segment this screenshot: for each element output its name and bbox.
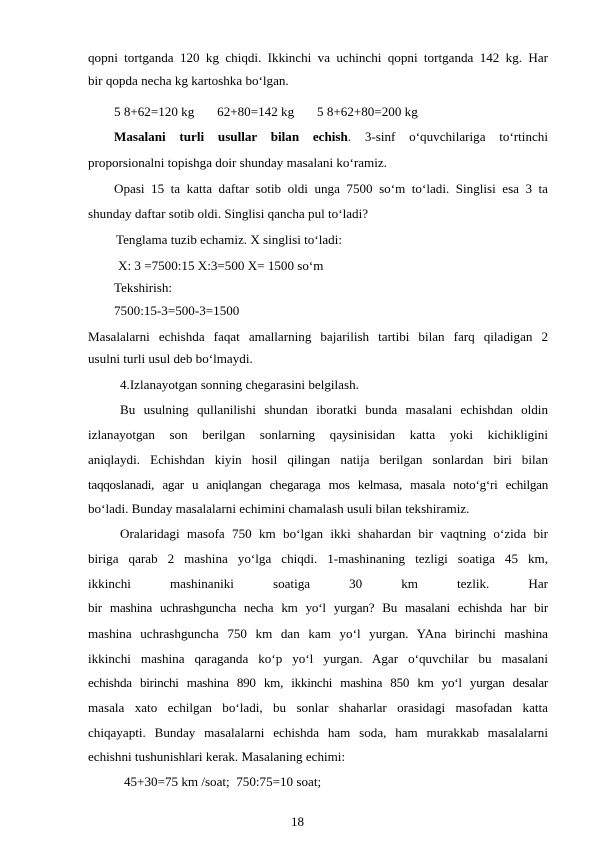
text-line-28: chiqayapti. Bunday masalalarni echishda ham soda, ham murakkab masalalarni bbox=[88, 725, 548, 740]
text-line-9: X: 3 =7500:15 X:3=500 X= 1500 so‘m bbox=[118, 258, 324, 273]
text-line-13: usulni turli usul deb bo‘lmaydi. bbox=[88, 351, 253, 366]
text-line-5: proporsionalni topishga doir shunday masalani ko‘ramiz. bbox=[88, 155, 387, 170]
text-line-8: Tenglama tuzib echamiz. X singlisi to‘ladi: bbox=[116, 232, 342, 247]
section-heading: Masalani turli usullar bilan echish bbox=[114, 129, 348, 144]
text-line-6: Opasi 15 ta katta daftar sotib oldi unga 7500 so‘m to‘ladi. Singlisi esa 3 ta bbox=[114, 181, 548, 196]
heading-line bbox=[114, 129, 548, 145]
text-line-2: bir qopda necha kg kartoshka bo‘lgan. bbox=[88, 73, 289, 88]
text-line-15: Bu usulning qullanilishi shundan iboratki bunda masalani echishdan oldin bbox=[120, 402, 548, 417]
page-number: 18 bbox=[291, 814, 304, 829]
text-line-24: mashina uchrashguncha 750 km dan kam yo‘l yurgan. YAna birinchi mashina bbox=[88, 626, 548, 641]
heading-dot: . bbox=[347, 129, 352, 144]
text-line-3: 5 8+62=120 kg 62+80=142 kg 5 8+62+80=200 kg bbox=[114, 104, 418, 119]
text-line-30: 45+30=75 km /soat; 750:75=10 soat; bbox=[124, 774, 322, 789]
text-line-25: ikkinchi mashina qaraganda ko‘p yo‘l yurgan. Agar o‘quvchilar bu masalani bbox=[88, 651, 548, 666]
text-line-21: biriga qarab 2 mashina yo‘lga chiqdi. 1-mashinaning tezligi soatiga 45 km, bbox=[88, 551, 548, 566]
text-line-22: ikkinchi mashinaniki soatiga 30 km tezlik. Har bbox=[88, 576, 548, 591]
text-line-20: Oralaridagi masofa 750 km bo‘lgan ikki shahardan bir vaqtning o‘zida bir bbox=[120, 526, 548, 541]
heading-continuation: 3-sinf o‘quvchilariga to‘rtinchi bbox=[364, 129, 548, 144]
text-line-11: 7500:15-3=500-3=1500 bbox=[114, 303, 240, 318]
text-line-17: aniqlaydi. Echishdan kiyin hosil qilingan natija berilgan sonlardan biri bilan bbox=[88, 452, 548, 467]
text-line-18: taqqoslanadi, agar u aniqlangan chegaraga mos kelmasa, masala noto‘g‘ri echilgan bbox=[88, 477, 548, 492]
text-line-23: bir mashina uchrashguncha necha km yo‘l yurgan? Bu masalani echishda har bir bbox=[88, 600, 548, 615]
text-line-16: izlanayotgan son berilgan sonlarning qaysinisidan katta yoki kichikligini bbox=[88, 427, 548, 442]
text-line-7: shunday daftar sotib oldi. Singlisi qancha pul to‘ladi? bbox=[88, 206, 369, 221]
text-line-12: Masalalarni echishda faqat amallarning bajarilish tartibi bilan farq qiladigan 2 bbox=[88, 329, 548, 344]
text-line-14: 4.Izlanayotgan sonning chegarasini belgilash. bbox=[120, 377, 359, 392]
text-line-19: bo‘ladi. Bunday masalalarni echimini chamalash usuli bilan tekshiramiz. bbox=[88, 501, 470, 516]
text-line-26: echishda birinchi mashina 890 km, ikkinchi mashina 850 km yo‘l yurgan desalar bbox=[88, 675, 548, 690]
text-line-1: qopni tortganda 120 kg chiqdi. Ikkinchi va uchinchi qopni tortganda 142 kg. Har bbox=[88, 50, 548, 65]
text-line-29: echishni tushunishlari kerak. Masalaning echimi: bbox=[88, 749, 346, 764]
text-line-10: Tekshirish: bbox=[114, 280, 173, 295]
text-line-27: masala xato echilgan bo‘ladi, bu sonlar shaharlar orasidagi masofadan katta bbox=[88, 700, 548, 715]
